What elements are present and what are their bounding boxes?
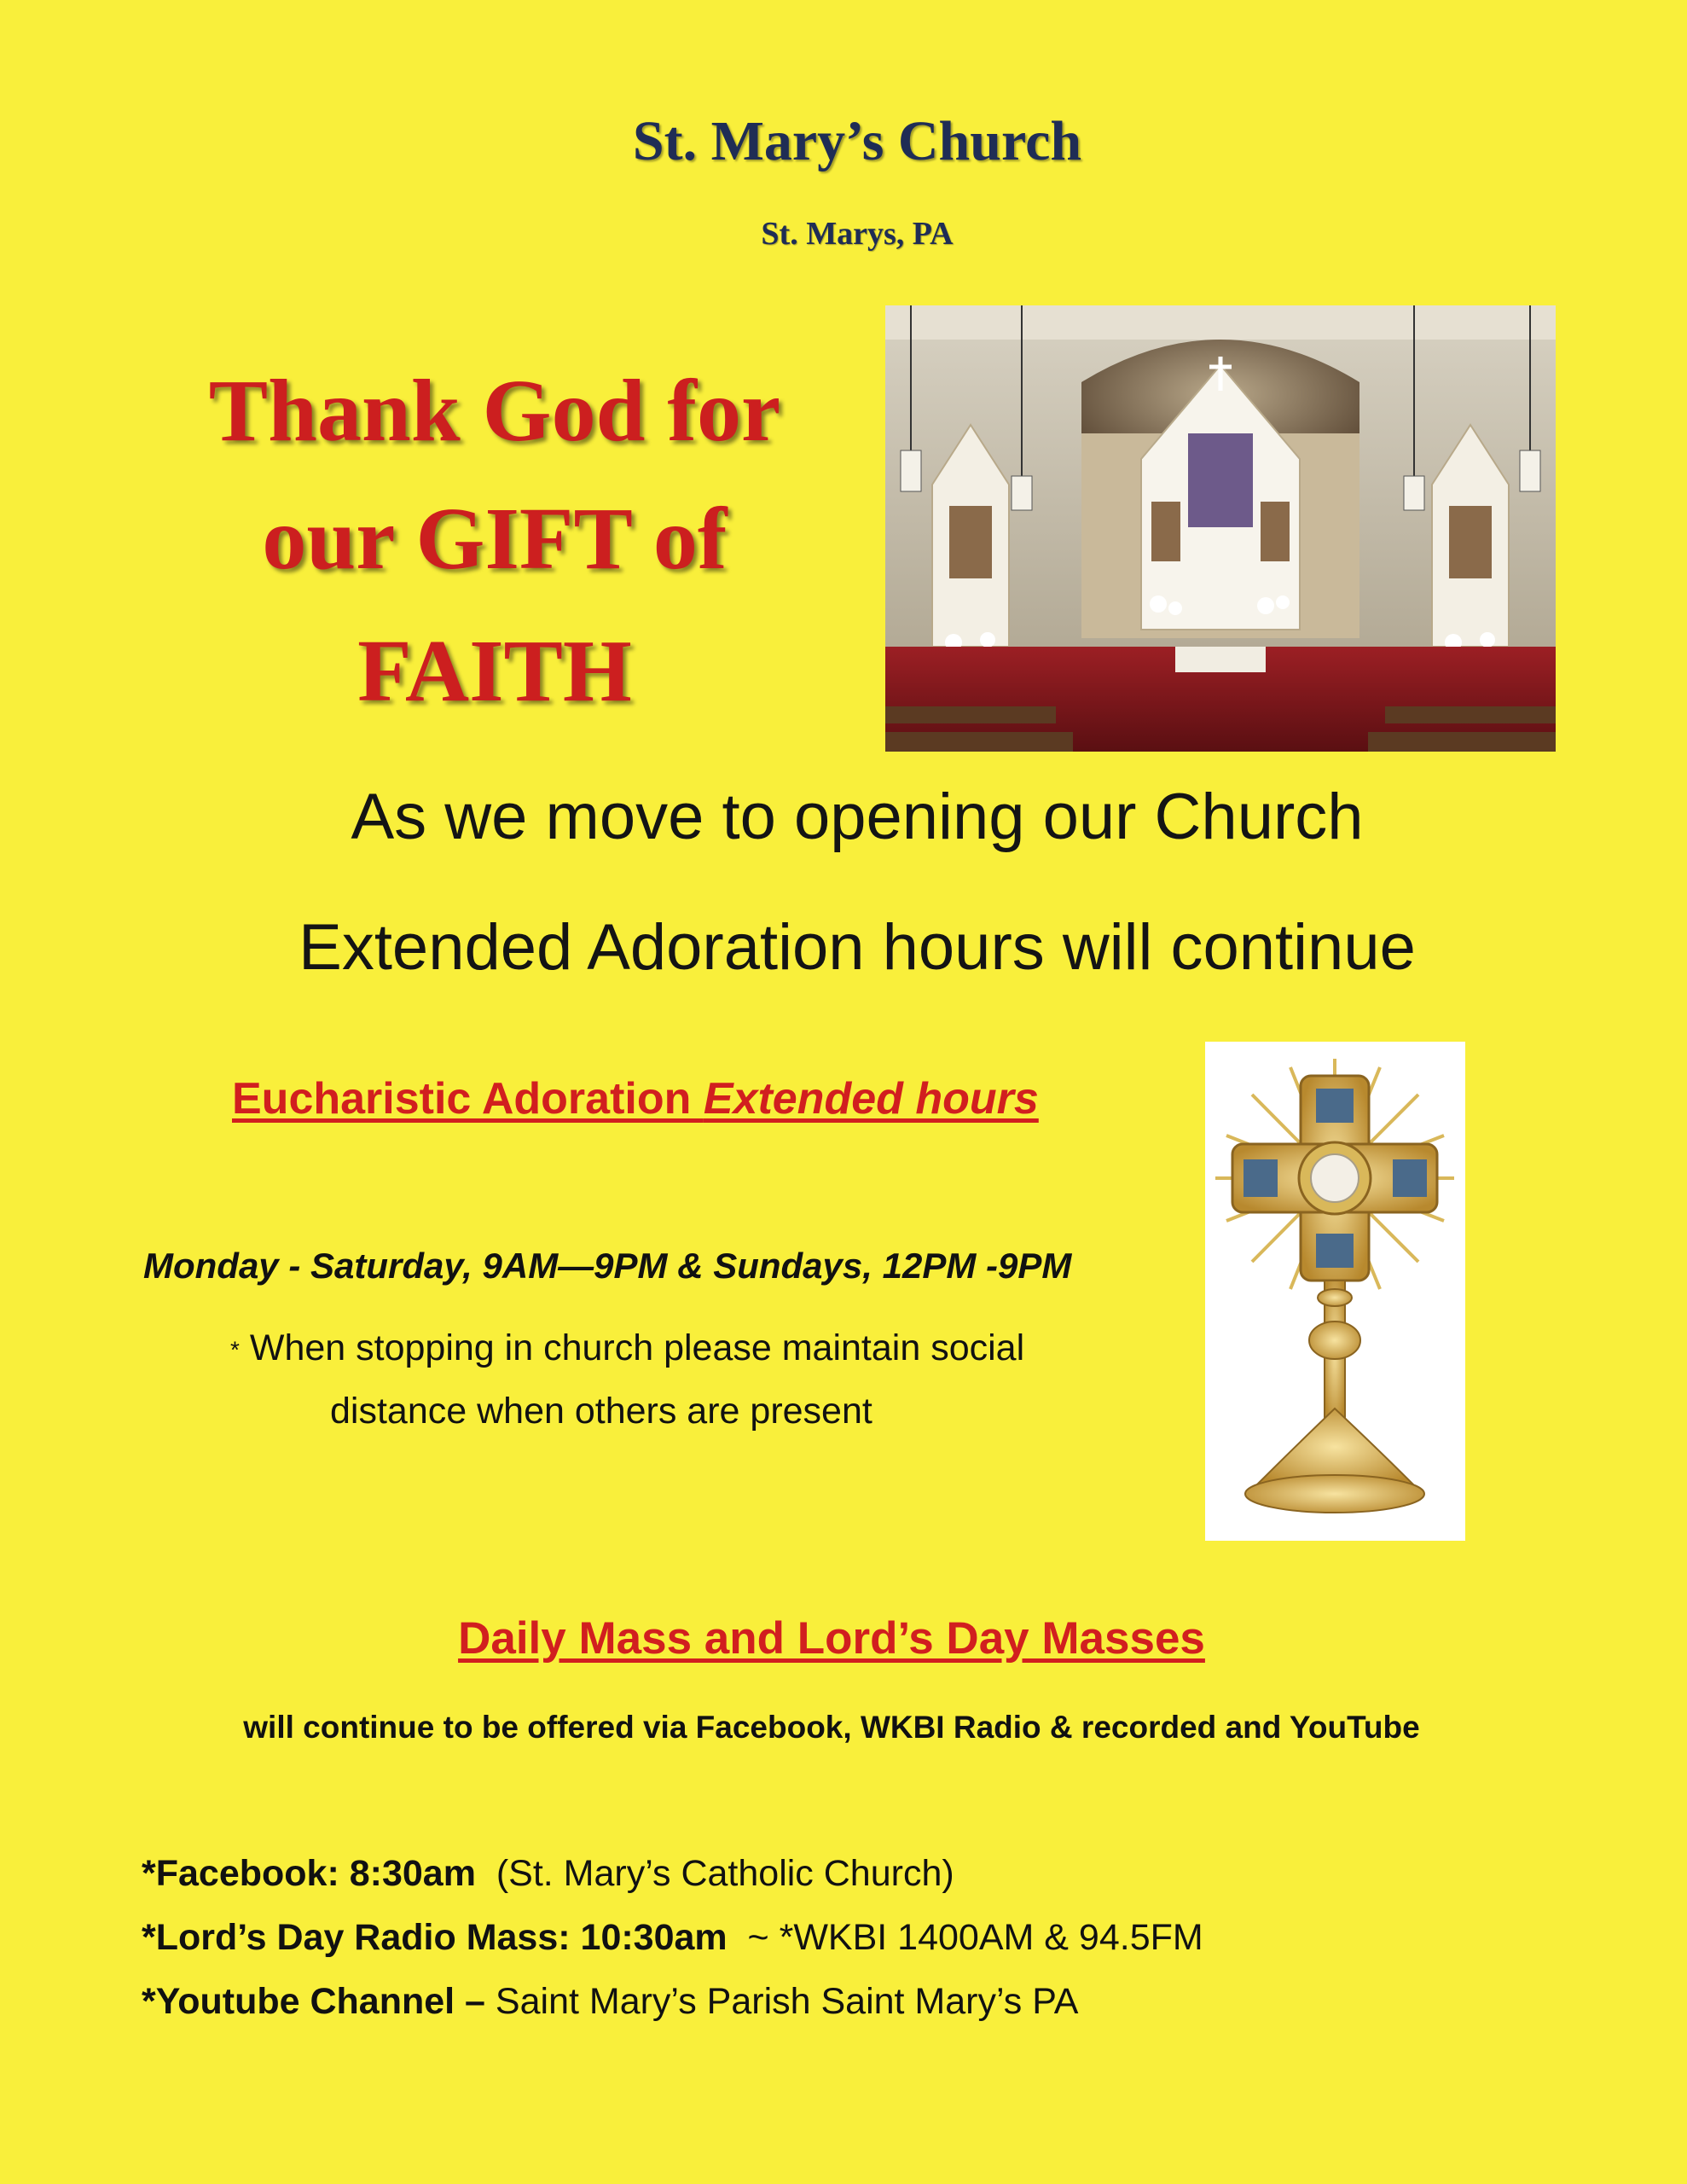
headline-line-1: Thank God for	[208, 362, 781, 460]
distancing-note-line-1	[230, 1327, 1024, 1369]
note-text-1: When stopping in church please maintain social	[239, 1327, 1025, 1368]
info-facebook	[142, 1853, 954, 1895]
masses-heading: Daily Mass and Lord’s Day Masses	[458, 1613, 1205, 1664]
radio-label: *Lord’s Day Radio Mass: 10:30am	[142, 1917, 728, 1958]
facebook-value: (St. Mary’s Catholic Church)	[475, 1853, 954, 1894]
youtube-label: *Youtube Channel –	[142, 1981, 485, 2022]
headline-line-2: our GIFT of	[262, 490, 728, 588]
lead-line-1: As we move to opening our Church	[351, 781, 1364, 853]
altar-illustration	[885, 305, 1556, 752]
church-location: St. Marys, PA	[761, 216, 954, 252]
adoration-hours: Monday - Saturday, 9AM—9PM & Sundays, 12PM -9PM	[143, 1246, 1072, 1286]
distancing-note-line-2: distance when others are present	[330, 1391, 872, 1432]
adoration-heading-main: Eucharistic Adoration	[232, 1074, 704, 1124]
note-asterisk: *	[230, 1336, 240, 1363]
monstrance-photo	[1205, 1042, 1465, 1541]
youtube-value: Saint Mary’s Parish Saint Mary’s PA	[484, 1981, 1079, 2022]
facebook-label: *Facebook: 8:30am	[142, 1853, 476, 1894]
info-youtube	[142, 1981, 1078, 2023]
lead-line-2: Extended Adoration hours will continue	[299, 911, 1416, 984]
headline-line-3: FAITH	[357, 622, 632, 720]
adoration-heading	[232, 1073, 1039, 1124]
radio-value: ~ *WKBI 1400AM & 94.5FM	[727, 1917, 1203, 1958]
church-name: St. Mary’s Church	[632, 110, 1082, 172]
masses-subheading: will continue to be offered via Facebook, WKBI Radio & recorded and YouTube	[243, 1710, 1420, 1745]
info-radio	[142, 1917, 1203, 1959]
altar-photo	[885, 305, 1556, 752]
adoration-heading-italic: Extended hours	[703, 1074, 1039, 1124]
monstrance-illustration	[1205, 1042, 1465, 1541]
